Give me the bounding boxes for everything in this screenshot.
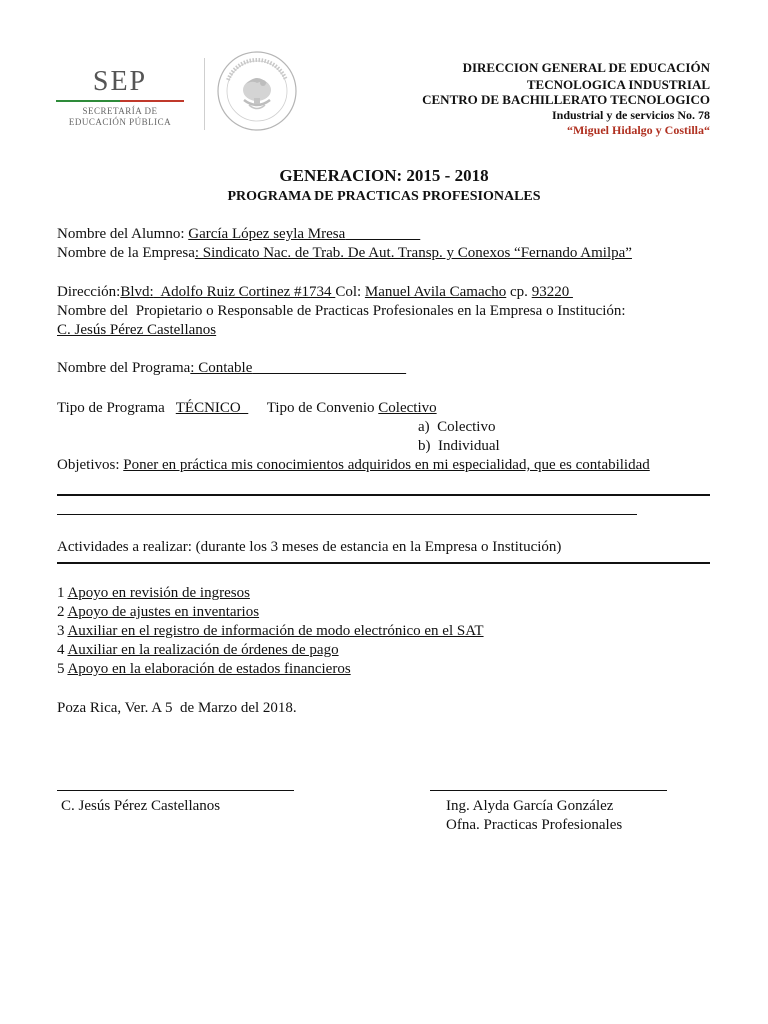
signature-line-right: [430, 790, 667, 791]
activity-text: Auxiliar en el registro de información de modo electrónico en el SAT: [67, 623, 484, 639]
place-date: Poza Rica, Ver. A 5 de Marzo del 2018.: [57, 700, 297, 716]
convenio-option-b: b) Individual: [418, 438, 500, 454]
activity-text: Apoyo de ajustes en inventarios: [67, 604, 260, 620]
objetivos-label: Objetivos:: [57, 457, 124, 473]
header-line-industrial: Industrial y de servicios No. 78: [551, 108, 710, 122]
signature-line-left: [57, 790, 294, 791]
activity-number: 1: [57, 585, 68, 601]
activity-number: 2: [57, 604, 68, 620]
activity-number: 3: [57, 623, 68, 639]
signature-right-name: Ing. Alyda García González: [446, 798, 614, 814]
sep-logo-sub1: SECRETARÍA DE: [82, 106, 158, 116]
sep-logo-sub2: EDUCACIÓN PÚBLICA: [68, 117, 172, 127]
convenio-label: Tipo de Convenio: [248, 400, 379, 416]
objetivos-line-1: [57, 494, 710, 496]
empresa-label: Nombre de la Empresa: [57, 245, 195, 261]
list-item: [57, 660, 484, 679]
generation-title: GENERACION: 2015 - 2018: [279, 166, 489, 185]
actividades-label: Actividades a realizar: (durante los 3 meses de estancia en la Empresa o Institución): [57, 539, 562, 555]
sep-logo: [56, 66, 186, 128]
sep-logo-bar: [56, 100, 184, 102]
field-direccion: [57, 283, 573, 302]
convenio-option-a: a) Colectivo: [418, 419, 496, 435]
list-item: [57, 641, 484, 660]
objetivos-value: Poner en práctica mis conocimientos adquiridos en mi especialidad, que es contabilidad: [123, 457, 650, 473]
programa-label: Nombre del Programa: [57, 360, 191, 376]
activity-text: Auxiliar en la realización de órdenes de pago: [67, 642, 339, 658]
header-line-direccion: DIRECCION GENERAL DE EDUCACIÓN: [462, 60, 710, 75]
list-item: [57, 584, 484, 603]
tipo-value: TÉCNICO: [175, 400, 249, 416]
propietario-value: C. Jesús Pérez Castellanos: [57, 322, 217, 338]
alumno-label: Nombre del Alumno:: [57, 226, 189, 242]
field-tipo: [57, 399, 437, 418]
empresa-value: : Sindicato Nac. de Trab. De Aut. Transp. y Conexos “Fernando Amilpa”: [194, 245, 632, 261]
cp-label: cp.: [506, 284, 532, 300]
signature-left-name: C. Jesús Pérez Castellanos: [61, 798, 221, 814]
alumno-value: [188, 226, 420, 242]
direccion-label: Dirección:: [57, 284, 121, 300]
signature-right-title: Ofna. Practicas Profesionales: [446, 817, 623, 833]
field-alumno: [57, 225, 420, 244]
activity-text: Apoyo en revisión de ingresos: [67, 585, 250, 601]
activity-list: [57, 584, 484, 679]
sep-logo-word: SEP: [92, 66, 148, 97]
activity-text: Apoyo en la elaboración de estados financieros: [67, 661, 351, 677]
header-line-tecnologica: TECNOLOGICA INDUSTRIAL: [526, 77, 710, 92]
list-item: [57, 603, 484, 622]
field-programa: [57, 359, 406, 378]
col-label: Col:: [335, 284, 365, 300]
mexico-coat-of-arms-icon: [216, 50, 298, 132]
activity-number: 4: [57, 642, 68, 658]
header-line-school-name: “Miguel Hidalgo y Costilla“: [566, 123, 710, 137]
objetivos-line-2: [57, 514, 637, 515]
programa-value: : Contable: [190, 360, 253, 376]
list-item: [57, 622, 484, 641]
field-objetivos: [57, 456, 650, 475]
convenio-value: Colectivo: [378, 400, 437, 416]
col-value: Manuel Avila Camacho: [364, 284, 507, 300]
programa-value-group: [190, 360, 406, 376]
direccion-street: Adolfo Ruiz Cortinez #1734: [153, 284, 336, 300]
logo-divider: [204, 58, 205, 130]
actividades-line: [57, 562, 710, 564]
program-title: PROGRAMA DE PRACTICAS PROFESIONALES: [227, 189, 541, 204]
field-empresa: [57, 244, 632, 263]
cp-value: 93220: [531, 284, 573, 300]
header-line-centro: CENTRO DE BACHILLERATO TECNOLOGICO: [422, 92, 710, 107]
tipo-label: Tipo de Programa: [57, 400, 176, 416]
propietario-label: Nombre del Propietario o Responsable de Practicas Profesionales en la Empresa o Institución:: [57, 303, 626, 319]
programa-pad: [252, 360, 406, 376]
alumno-name: García López seyla Mresa: [188, 226, 346, 242]
activity-number: 5: [57, 661, 68, 677]
direccion-blvd: Blvd:: [120, 284, 154, 300]
alumno-pad: [345, 226, 420, 242]
